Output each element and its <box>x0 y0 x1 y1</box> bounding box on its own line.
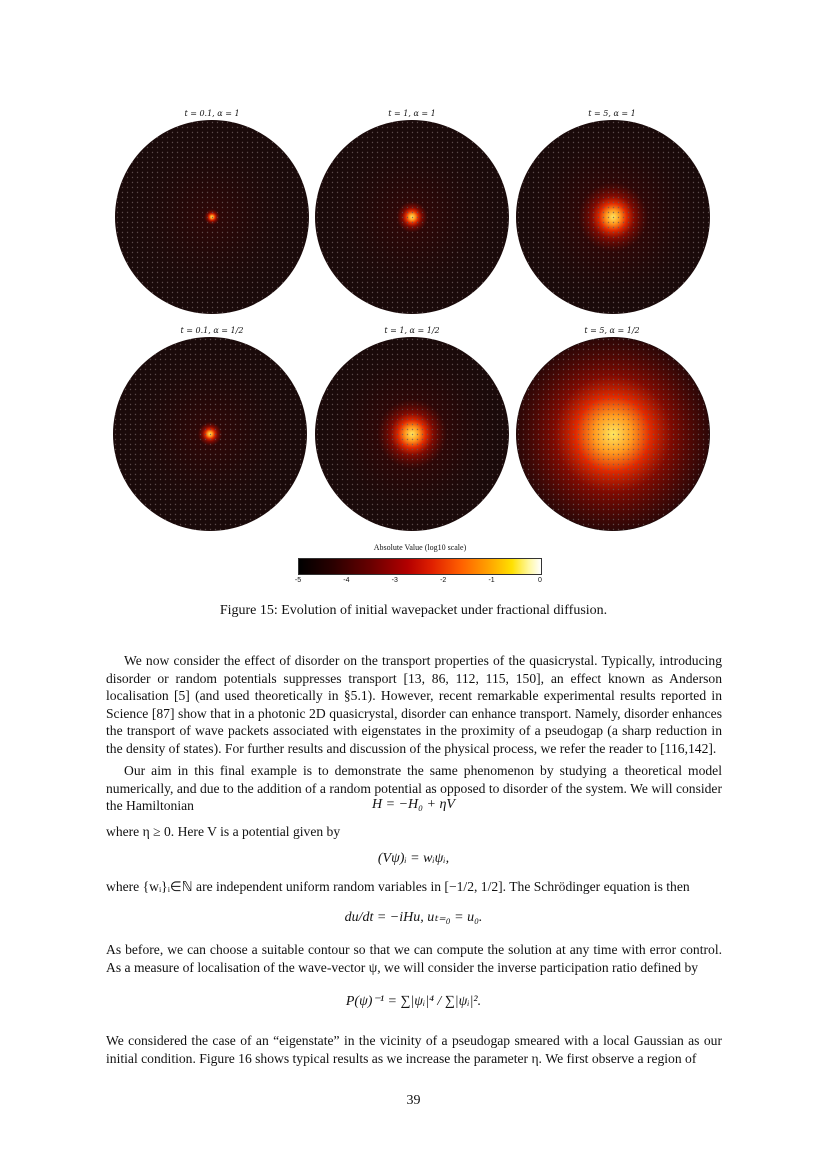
paragraph-2: Our aim in this final example is to demonstrate the same phenomenon by studying a theoretical model numerically, and due to the addition of a random potential as opposed to disorder of the system. We will consider the Hamiltonian <box>106 763 722 814</box>
wavepacket-disk <box>113 337 307 531</box>
panel-title: t = 0.1, α = 1 <box>184 109 240 118</box>
lattice-points <box>315 337 509 531</box>
colorbar-tick-label: -3 <box>391 577 398 584</box>
equation-schrodinger: du/dt = −iHu, uₜ₌₀ = u₀. <box>344 910 483 925</box>
lattice-points <box>315 120 509 314</box>
page-number: 39 <box>406 1093 421 1108</box>
equation-hamiltonian: H = −H₀ + ηV <box>372 797 455 812</box>
figure-caption: Figure 15: Evolution of initial wavepacket under fractional diffusion. <box>219 603 608 618</box>
paragraph-1: We now consider the effect of disorder on the transport properties of the quasicrystal. Typically, introducing disorder or random potentials suppresses transport [13, 86, 112, 115, 150], an effect known as Anderson localisation [5] (and used theoretically in §5.1). However, recent remarkable experimental results reported in Science [87] show that in a photonic 2D quasicrystal, disorder can enhance transport. Namely, disorder enhances the transport of wave packets associated with eigenstates in the proximity of a pseudogap (a sharp reduction in the density of states). For further results and discussion of the physical process, we refer the reader to [116,142]. <box>106 653 722 756</box>
colorbar-title: Absolute Value (log10 scale) <box>373 543 467 552</box>
colorbar-tick-label: -4 <box>343 577 350 584</box>
lattice-points <box>113 337 307 531</box>
paragraph-3: where η ≥ 0. Here V is a potential given by <box>106 824 341 839</box>
equation-ipr: P(ψ)⁻¹ = ∑|ψᵢ|⁴ / ∑|ψᵢ|². <box>345 994 482 1009</box>
lattice-points <box>516 337 710 531</box>
paragraph-6: We considered the case of an “eigenstate” in the vicinity of a pseudogap smeared with a local Gaussian as our initial condition. Figure 16 shows typical results as we increase the parameter η. We first observe a region of <box>106 1033 722 1066</box>
panel-title: t = 1, α = 1/2 <box>384 326 440 335</box>
colorbar-tick-label: -5 <box>294 577 302 584</box>
panel-title: t = 1, α = 1 <box>388 109 436 118</box>
lattice-points <box>115 120 309 314</box>
wavepacket-disk <box>516 120 710 314</box>
colorbar-tick-label: 0 <box>538 577 542 584</box>
wavepacket-disk <box>516 337 710 531</box>
equation-potential: (Vψ)ᵢ = wᵢψᵢ, <box>377 851 450 866</box>
wavepacket-disk <box>315 337 509 531</box>
wavepacket-disk <box>115 120 309 314</box>
panel-title: t = 5, α = 1/2 <box>584 326 640 335</box>
panel-title: t = 5, α = 1 <box>588 109 636 118</box>
colorbar-tick-label: -1 <box>488 577 495 584</box>
colorbar <box>298 558 542 575</box>
wavepacket-disk <box>315 120 509 314</box>
lattice-points <box>516 120 710 314</box>
paragraph-5: As before, we can choose a suitable contour so that we can compute the solution at any time with error control. As a measure of localisation of the wave-vector ψ, we will consider the inverse participation ratio defined by <box>106 942 722 975</box>
colorbar-tick-label: -2 <box>440 577 447 584</box>
panel-title: t = 0.1, α = 1/2 <box>180 326 244 335</box>
paragraph-4: where {wᵢ}ᵢ∈ℕ are independent uniform random variables in [−1/2, 1/2]. The Schrödinger equation is then <box>106 879 690 894</box>
